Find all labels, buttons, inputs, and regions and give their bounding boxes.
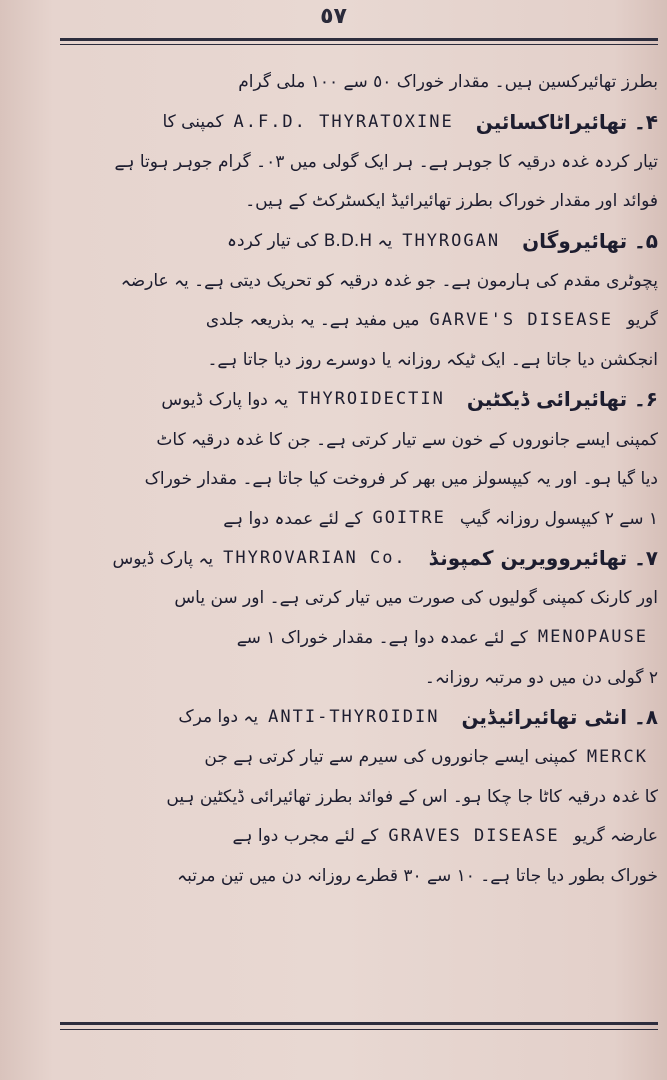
text-line <box>58 340 658 380</box>
urdu-text: میں مفید ہے۔ یہ بذریعہ جلدی <box>205 310 420 331</box>
text-line <box>58 618 658 658</box>
urdu-text: کے لئے مجرب دوا ہے <box>232 826 379 847</box>
urdu-text: دیا گیا ہو۔ اور یہ کیپسولز میں بھر کر فروخت کیا جاتا ہے۔ مقدار خوراک <box>144 469 658 490</box>
urdu-text: یہ دوا مرک <box>178 707 259 728</box>
latin-term: MENOPAUSE <box>537 627 648 648</box>
text-line <box>58 697 658 737</box>
urdu-text: کمپنی کا <box>162 111 224 132</box>
text-line <box>58 538 658 578</box>
text-line <box>58 181 658 221</box>
urdu-text: اور کارنک کمپنی گولیوں کی صورت میں تیار کرتی ہے۔ اور سن یاس <box>174 588 658 609</box>
latin-term: ANTI-THYROIDIN <box>268 706 440 727</box>
latin-term: GOITRE <box>372 508 446 529</box>
text-line <box>58 578 658 618</box>
latin-term: THYROGAN <box>402 230 501 251</box>
text-line <box>58 300 658 340</box>
text-line <box>58 737 658 777</box>
urdu-text: فوائد اور مقدار خوراک بطرز تھائیرائیڈ ایکسٹرکٹ کے ہیں۔ <box>245 191 658 212</box>
urdu-text: ۱ سے ۲ کیپسول روزانہ گیپ <box>459 508 658 529</box>
text-line <box>58 380 658 420</box>
urdu-text: کمپنی ایسے جانوروں کی سیرم سے تیار کرتی ہے جن <box>204 747 577 768</box>
latin-term: THYROIDECTIN <box>297 389 445 410</box>
urdu-text: پچوٹری مقدم کی ہارمون ہے۔ جو غدہ درقیہ کو تحریک دیتی ہے۔ یہ عارضہ <box>120 270 658 291</box>
section-heading: ۶۔ تھائیرائی ڈیکٹین <box>466 387 658 412</box>
text-line <box>58 856 658 896</box>
text-line <box>58 419 658 459</box>
section-heading: ۴۔ تھائیراٹاکسائین <box>475 109 658 134</box>
urdu-text: گریو <box>627 309 658 330</box>
top-rule-thick <box>60 38 658 41</box>
urdu-text: یہ پارک ڈیوس <box>112 548 214 569</box>
page-number: ٥٧ <box>320 4 347 29</box>
urdu-text: کمپنی ایسے جانوروں کے خون سے تیار کرتی ہے۔ جن کا غدہ درقیہ کاٹ <box>156 429 658 450</box>
section-heading: ۷۔ تھائیروویرین کمپونڈ <box>428 546 658 571</box>
urdu-text: تیار کردہ غدہ درقیہ کا جوہر ہے۔ ہر ایک گولی میں ٠٣۔ گرام جوہر ہوتا ہے <box>114 151 658 172</box>
section-heading: ۵۔ تھائیروگان <box>522 228 658 253</box>
urdu-text: عارضہ گریو <box>573 826 658 847</box>
latin-term: THYROVARIAN Co. <box>223 548 407 569</box>
text-line <box>58 499 658 539</box>
urdu-text: انجکشن دیا جاتا ہے۔ ایک ٹیکہ روزانہ یا دوسرے روز دیا جاتا ہے۔ <box>207 350 658 371</box>
text-line <box>58 141 658 181</box>
text-line <box>58 260 658 300</box>
urdu-text: بطرز تھائیرکسین ہیں۔ مقدار خوراک ٥٠ سے ١٠٠ ملی گرام <box>238 72 658 93</box>
urdu-text: کے لئے عمدہ دوا ہے۔ مقدار خوراک ۱ سے <box>236 627 528 648</box>
urdu-text: کا غدہ درقیہ کاٹا جا چکا ہو۔ اس کے فوائد بطرز تھائیرائی ڈیکٹین ہیں <box>166 786 658 807</box>
top-rule-thin <box>60 44 658 45</box>
text-line <box>58 62 658 102</box>
latin-term: GARVE'S DISEASE <box>429 309 613 330</box>
text-body <box>58 62 658 1017</box>
urdu-text: خوراک بطور دیا جاتا ہے۔ ۱۰ سے ۳۰ قطرے روزانہ دن میں تین مرتبہ <box>177 866 658 887</box>
urdu-text: ۲ گولی دن میں دو مرتبہ روزانہ۔ <box>424 667 658 688</box>
section-heading: ۸۔ انٹی تھائیرائیڈین <box>461 704 658 729</box>
text-line <box>58 816 658 856</box>
latin-term: GRAVES DISEASE <box>388 825 560 846</box>
bottom-rule-thick <box>60 1022 658 1025</box>
text-line <box>58 459 658 499</box>
urdu-text: کے لئے عمدہ دوا ہے <box>223 508 363 529</box>
text-line <box>58 221 658 261</box>
urdu-text: یہ دوا پارک ڈیوس <box>161 389 288 410</box>
text-line <box>58 102 658 142</box>
text-line <box>58 776 658 816</box>
latin-term: A.F.D. THYRATOXINE <box>233 111 454 132</box>
text-line <box>58 657 658 697</box>
latin-term: MERCK <box>586 746 648 767</box>
urdu-text: یہ B.D.H کی تیار کردہ <box>227 231 393 252</box>
bottom-rule-thin <box>60 1029 658 1030</box>
